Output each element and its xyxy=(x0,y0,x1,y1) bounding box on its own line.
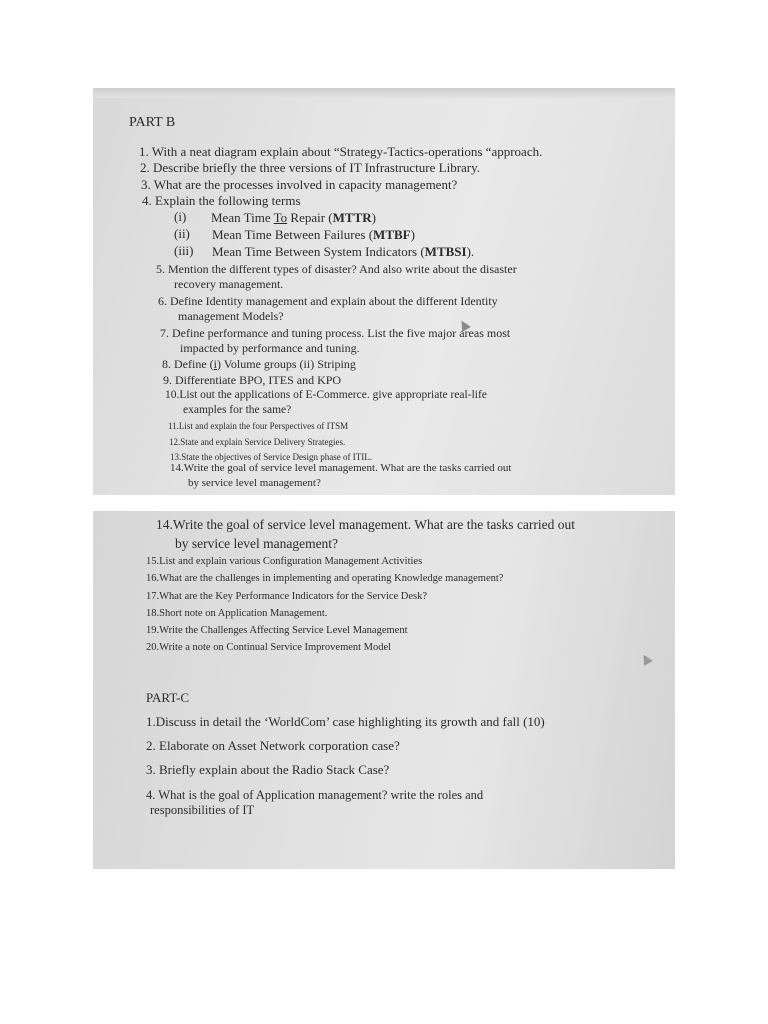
question-15: 15.List and explain various Configuration Management Activities xyxy=(146,556,423,567)
part-c-question-1: 1.Discuss in detail the ‘WorldCom’ case highlighting its growth and fall (10) xyxy=(146,714,545,729)
question-20: 20.Write a note on Continual Service Improvement Model xyxy=(146,642,392,653)
question-14-line-2: by service level management? xyxy=(188,477,321,489)
question-14-line-1: 14.Write the goal of service level management. What are the tasks carried out xyxy=(170,462,512,474)
question-10-line-2: examples for the same? xyxy=(183,404,292,416)
question-7-line-2: impacted by performance and tuning. xyxy=(180,341,360,355)
question-16: 16.What are the challenges in implementing and operating Knowledge management? xyxy=(146,573,504,584)
question-17: 17.What are the Key Performance Indicators for the Service Desk? xyxy=(146,591,428,602)
part-b-heading: PART B xyxy=(129,115,176,130)
question-4-i-text: Mean Time To Repair (MTTR) xyxy=(211,210,376,225)
question-12: 12.State and explain Service Delivery Strategies. xyxy=(169,437,346,447)
question-13: 13.State the objectives of Service Design phase of ITIL. xyxy=(170,452,372,462)
question-9: 9. Differentiate BPO, ITES and KPO xyxy=(163,373,342,387)
part-c-question-3: 3. Briefly explain about the Radio Stack Case? xyxy=(146,762,390,777)
part-c-question-2: 2. Elaborate on Asset Network corporation case? xyxy=(146,738,400,753)
question-11: 11.List and explain the four Perspectives of ITSM xyxy=(168,421,349,431)
exam-photo-part-c xyxy=(93,511,675,869)
question-5-line-2: recovery management. xyxy=(174,277,284,291)
question-7-line-1: 7. Define performance and tuning process. List the five major areas most xyxy=(160,326,511,340)
part-c-heading: PART-C xyxy=(146,690,190,705)
question-1: 1. With a neat diagram explain about “Strategy-Tactics-operations “approach. xyxy=(139,144,543,159)
question-18: 18.Short note on Application Management. xyxy=(146,608,328,619)
part-c-question-4-line-1: 4. What is the goal of Application management? write the roles and xyxy=(146,788,484,802)
question-5-line-1: 5. Mention the different types of disaster? And also write about the disaster xyxy=(156,262,517,276)
question-4-ii-text: Mean Time Between Failures (MTBF) xyxy=(212,227,415,242)
part-c-question-4-line-2: responsibilities of IT xyxy=(150,803,255,817)
question-4: 4. Explain the following terms xyxy=(142,193,301,208)
question-4-i-number: (i) xyxy=(174,209,187,224)
question-4-iii-text: Mean Time Between System Indicators (MTBSI). xyxy=(212,244,475,259)
question-14-repeat-line-2: by service level management? xyxy=(175,536,339,551)
question-6-line-2: management Models? xyxy=(178,309,284,323)
question-4-iii-number: (iii) xyxy=(174,243,194,258)
question-19: 19.Write the Challenges Affecting Service Level Management xyxy=(146,625,408,636)
question-2: 2. Describe briefly the three versions of IT Infrastructure Library. xyxy=(140,160,481,175)
question-4-ii-number: (ii) xyxy=(174,226,190,241)
question-14-repeat-line-1: 14.Write the goal of service level management. What are the tasks carried out xyxy=(156,517,576,532)
question-6-line-1: 6. Define Identity management and explain about the different Identity xyxy=(158,294,498,308)
question-8: 8. Define (i) Volume groups (ii) Striping xyxy=(162,357,356,371)
exam-photo-part-b xyxy=(93,88,675,495)
question-10-line-1: 10.List out the applications of E-Commerce. give appropriate real-life xyxy=(165,389,487,401)
mouse-cursor-icon xyxy=(639,652,653,666)
question-3: 3. What are the processes involved in capacity management? xyxy=(141,177,458,192)
